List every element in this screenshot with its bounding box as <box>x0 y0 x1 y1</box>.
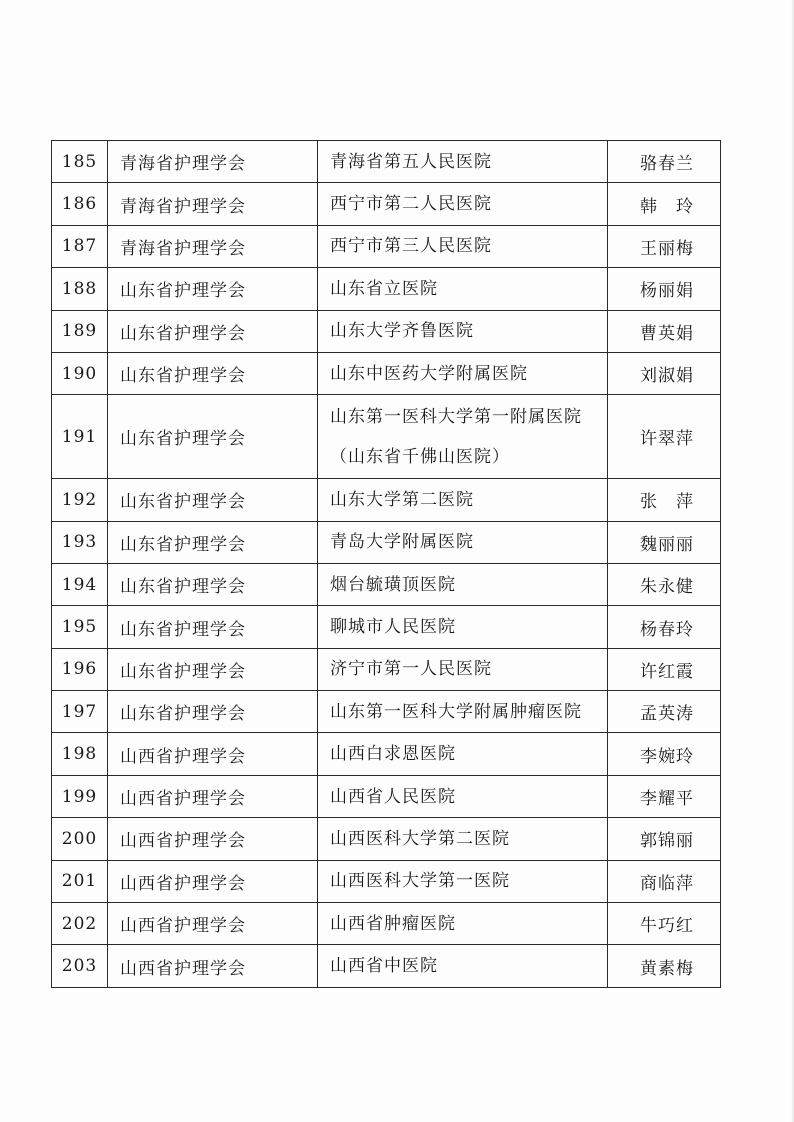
hospital-cell <box>318 141 608 183</box>
hospital-cell <box>318 691 608 733</box>
person-name-cell: 孟英涛 <box>608 691 721 733</box>
hospital-cell <box>318 563 608 605</box>
table-row <box>52 141 721 183</box>
table-row <box>52 818 721 860</box>
person-name-cell: 李婉玲 <box>608 733 721 775</box>
hospital-cell <box>318 225 608 267</box>
hospital-name-line: 聊城市人民医院 <box>330 617 456 637</box>
society-cell: 山西省护理学会 <box>108 733 318 775</box>
person-name-cell: 曹英娟 <box>608 310 721 352</box>
hospital-name-line: 济宁市第一人民医院 <box>330 659 492 680</box>
hospital-cell <box>318 860 608 902</box>
row-number-cell: 195 <box>52 606 108 648</box>
table-row <box>52 733 721 775</box>
person-name-cell: 杨丽娟 <box>608 268 721 310</box>
society-cell: 山东省护理学会 <box>108 268 318 310</box>
row-number-cell: 192 <box>52 479 108 521</box>
table-row <box>52 860 721 902</box>
person-name-cell: 郭锦丽 <box>608 818 721 860</box>
hospital-cell <box>318 310 608 352</box>
person-name-cell: 张 萍 <box>608 479 721 521</box>
row-number-cell: 191 <box>52 395 108 479</box>
person-name-cell: 骆春兰 <box>608 141 721 183</box>
table-row <box>52 310 721 352</box>
row-number-cell: 186 <box>52 183 108 225</box>
table-row <box>52 225 721 267</box>
person-name-cell: 李耀平 <box>608 775 721 817</box>
nurse-roster-table <box>51 140 721 988</box>
row-number-cell: 201 <box>52 860 108 902</box>
person-name-cell: 许翠萍 <box>608 395 721 479</box>
person-name-cell: 杨春玲 <box>608 606 721 648</box>
table-row <box>52 479 721 521</box>
hospital-name-line: 山西省中医院 <box>330 956 438 977</box>
society-cell: 山东省护理学会 <box>108 310 318 352</box>
row-number-cell: 185 <box>52 141 108 183</box>
society-cell: 山东省护理学会 <box>108 563 318 605</box>
hospital-name-line: 山东省立医院 <box>330 278 438 299</box>
person-name-cell: 韩 玲 <box>608 183 721 225</box>
row-number-cell: 187 <box>52 225 108 267</box>
hospital-cell <box>318 818 608 860</box>
table-row <box>52 606 721 648</box>
society-cell: 山西省护理学会 <box>108 860 318 902</box>
table-row <box>52 945 721 987</box>
hospital-name-line: 山西省人民医院 <box>330 786 456 807</box>
society-cell: 山东省护理学会 <box>108 352 318 394</box>
table-row <box>52 395 721 479</box>
row-number-cell: 188 <box>52 268 108 310</box>
hospital-name-line: 山西医科大学第一医院 <box>330 871 510 892</box>
row-number-cell: 190 <box>52 352 108 394</box>
hospital-name-line: 西宁市第三人民医院 <box>330 236 492 257</box>
hospital-cell <box>318 903 608 945</box>
hospital-cell <box>318 352 608 394</box>
row-number-cell: 196 <box>52 648 108 690</box>
hospital-name-line: 西宁市第二人民医院 <box>330 194 492 215</box>
table-row <box>52 268 721 310</box>
hospital-name-line: 青海省第五人民医院 <box>330 151 492 172</box>
table-row <box>52 648 721 690</box>
society-cell: 青海省护理学会 <box>108 225 318 267</box>
society-cell: 山东省护理学会 <box>108 691 318 733</box>
table-row <box>52 775 721 817</box>
person-name-cell: 许红霞 <box>608 648 721 690</box>
society-cell: 山东省护理学会 <box>108 479 318 521</box>
row-number-cell: 193 <box>52 521 108 563</box>
society-cell: 山东省护理学会 <box>108 395 318 479</box>
table-row <box>52 352 721 394</box>
table-row <box>52 183 721 225</box>
row-number-cell: 202 <box>52 903 108 945</box>
hospital-name-line: （山东省千佛山医院） <box>330 446 510 467</box>
hospital-name-line: 山东中医药大学附属医院 <box>330 363 528 384</box>
hospital-name-line: 烟台毓璜顶医院 <box>330 574 456 595</box>
hospital-cell <box>318 648 608 690</box>
table-row <box>52 521 721 563</box>
person-name-cell: 王丽梅 <box>608 225 721 267</box>
hospital-name-line: 山东大学第二医院 <box>330 489 474 510</box>
person-name-cell: 刘淑娟 <box>608 352 721 394</box>
hospital-name-line: 山西医科大学第二医院 <box>330 828 510 849</box>
hospital-cell <box>318 479 608 521</box>
society-cell: 山东省护理学会 <box>108 521 318 563</box>
hospital-name-line: 山西省肿瘤医院 <box>330 913 456 934</box>
hospital-cell <box>318 606 608 648</box>
hospital-name-line: 山东第一医科大学第一附属医院 <box>330 406 582 427</box>
society-cell: 青海省护理学会 <box>108 183 318 225</box>
row-number-cell: 203 <box>52 945 108 987</box>
society-cell: 山西省护理学会 <box>108 818 318 860</box>
hospital-name-line: 山东第一医科大学附属肿瘤医院 <box>330 701 582 722</box>
row-number-cell: 198 <box>52 733 108 775</box>
society-cell: 山西省护理学会 <box>108 945 318 987</box>
hospital-cell <box>318 395 608 479</box>
hospital-cell <box>318 775 608 817</box>
hospital-name-line: 山东大学齐鲁医院 <box>330 321 474 342</box>
hospital-name-line: 山西白求恩医院 <box>330 744 456 765</box>
table-row <box>52 563 721 605</box>
society-cell: 青海省护理学会 <box>108 141 318 183</box>
person-name-cell: 魏丽丽 <box>608 521 721 563</box>
row-number-cell: 189 <box>52 310 108 352</box>
hospital-cell <box>318 521 608 563</box>
society-cell: 山西省护理学会 <box>108 903 318 945</box>
table-row <box>52 691 721 733</box>
person-name-cell: 商临萍 <box>608 860 721 902</box>
hospital-cell <box>318 183 608 225</box>
roster-table-body <box>52 141 721 988</box>
table-row <box>52 903 721 945</box>
hospital-name-line: 青岛大学附属医院 <box>330 532 474 553</box>
person-name-cell: 黄素梅 <box>608 945 721 987</box>
society-cell: 山东省护理学会 <box>108 606 318 648</box>
hospital-cell <box>318 733 608 775</box>
row-number-cell: 199 <box>52 775 108 817</box>
society-cell: 山西省护理学会 <box>108 775 318 817</box>
person-name-cell: 朱永健 <box>608 563 721 605</box>
hospital-cell <box>318 945 608 987</box>
society-cell: 山东省护理学会 <box>108 648 318 690</box>
person-name-cell: 牛巧红 <box>608 903 721 945</box>
row-number-cell: 197 <box>52 691 108 733</box>
row-number-cell: 200 <box>52 818 108 860</box>
hospital-cell <box>318 268 608 310</box>
row-number-cell: 194 <box>52 563 108 605</box>
